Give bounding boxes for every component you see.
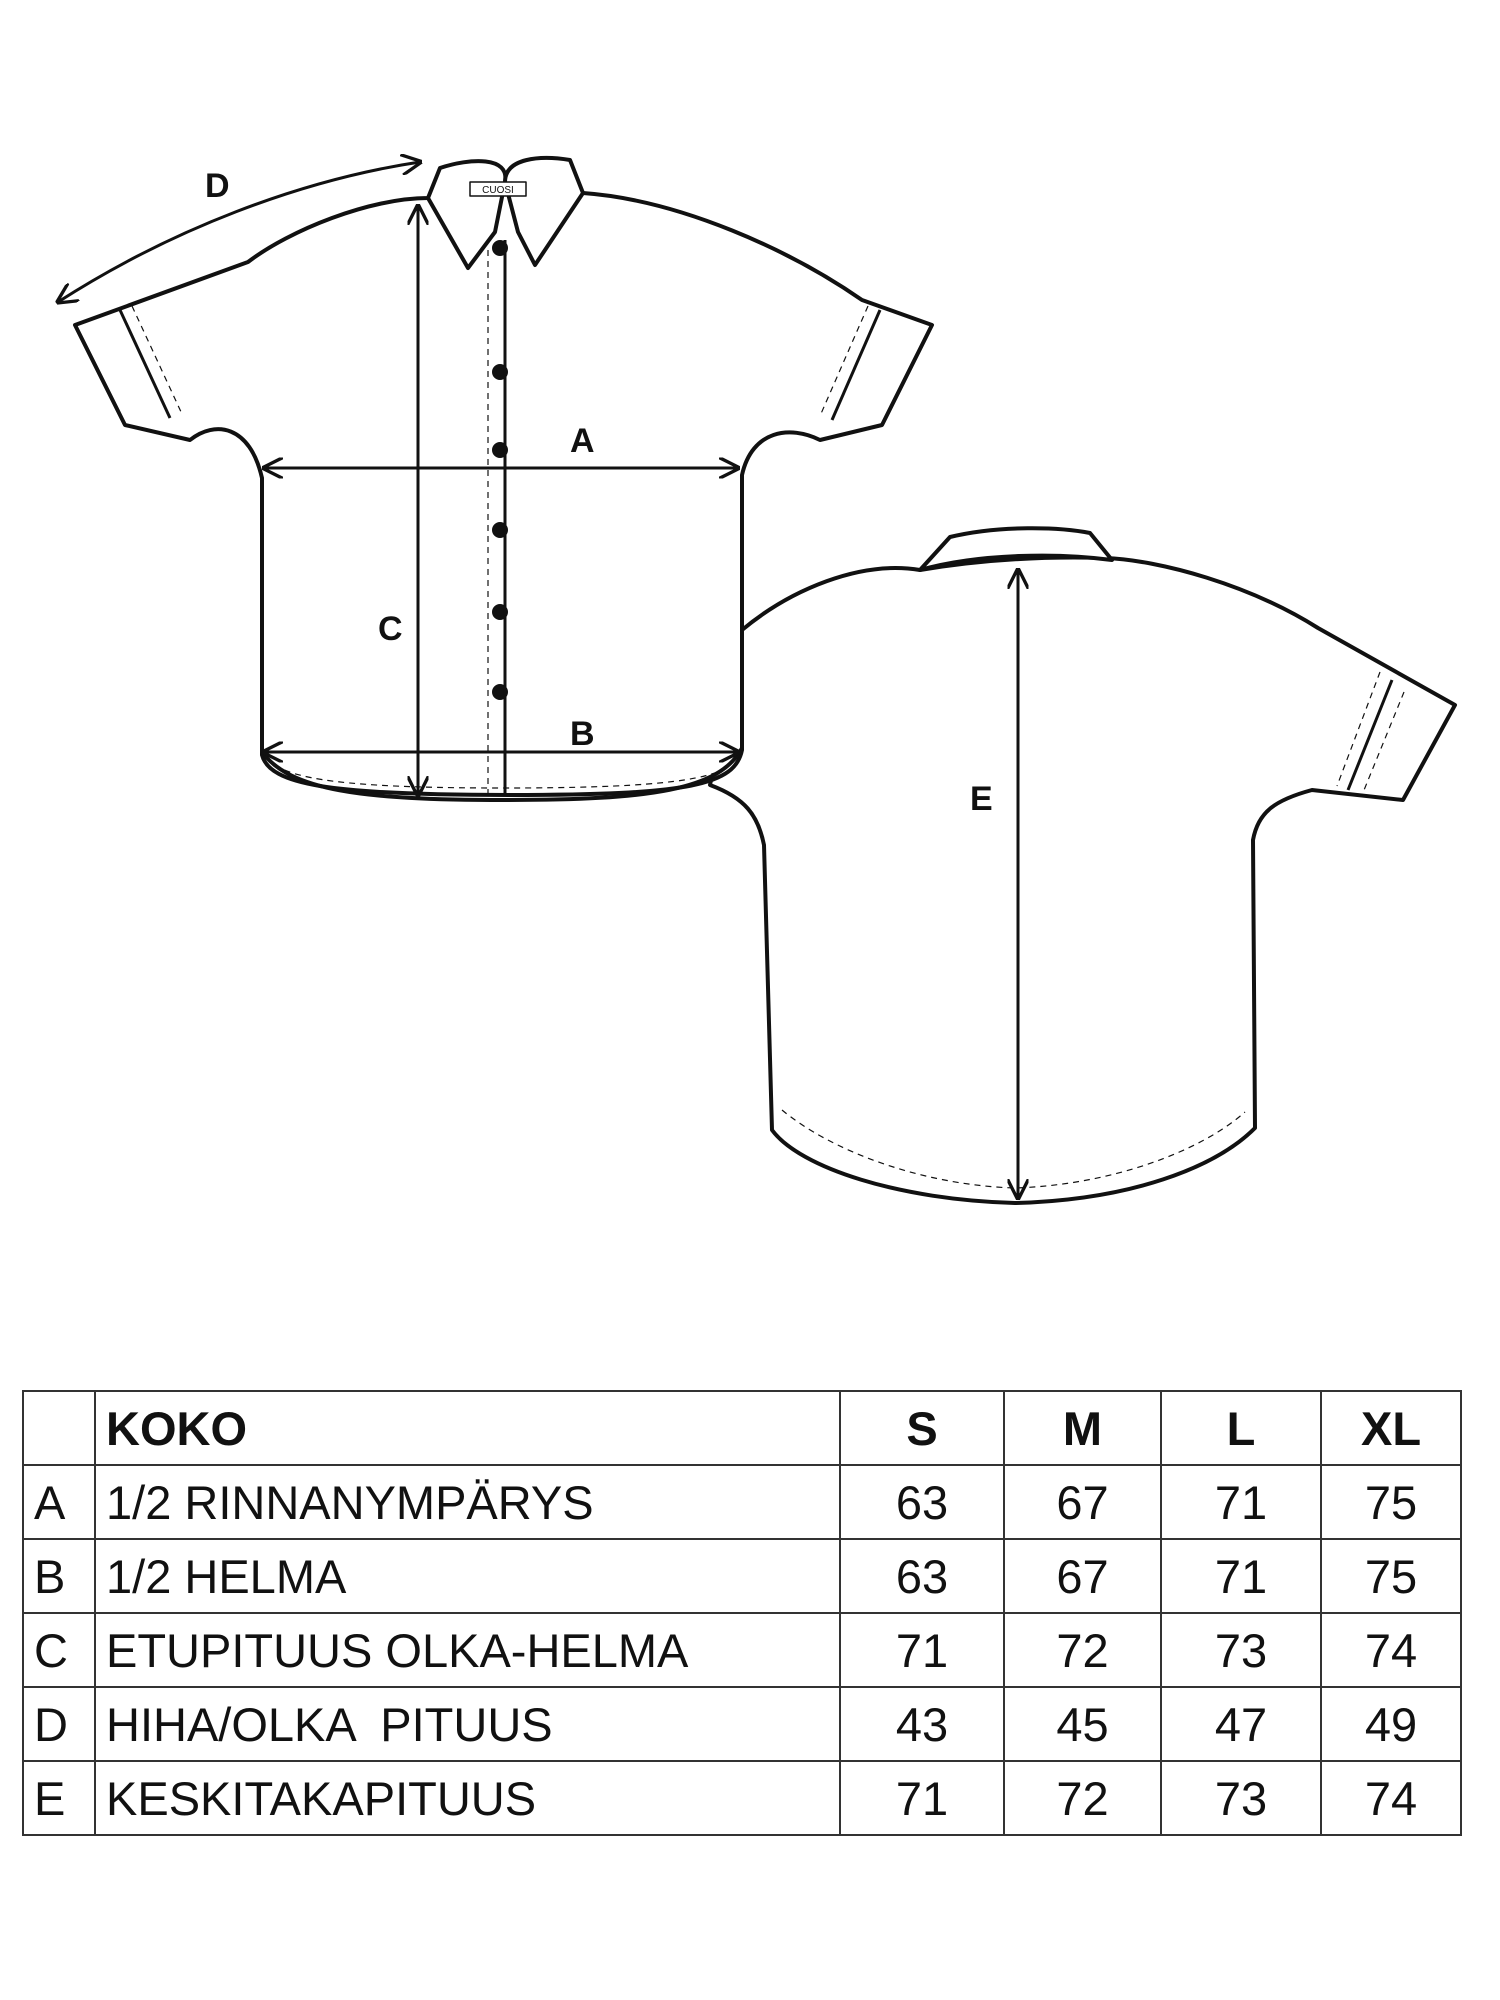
row-value-l: 73 — [1161, 1761, 1321, 1835]
table-row — [23, 1613, 1461, 1687]
row-value-l: 73 — [1161, 1613, 1321, 1687]
row-value-m: 67 — [1004, 1539, 1161, 1613]
row-value-xl: 74 — [1321, 1761, 1461, 1835]
front-button-3 — [494, 524, 506, 536]
front-button-1 — [494, 366, 506, 378]
header-size-s: S — [840, 1391, 1004, 1465]
measure-label-c: C — [378, 610, 403, 648]
row-value-l: 71 — [1161, 1465, 1321, 1539]
header-size-m: M — [1004, 1391, 1161, 1465]
row-value-m: 72 — [1004, 1761, 1161, 1835]
measure-label-d: D — [205, 167, 230, 205]
row-value-l: 71 — [1161, 1539, 1321, 1613]
header-code-cell — [23, 1391, 95, 1465]
table-header-row — [23, 1391, 1461, 1465]
table-row — [23, 1761, 1461, 1835]
collar-button — [494, 242, 506, 254]
row-value-s: 63 — [840, 1465, 1004, 1539]
row-code: C — [23, 1613, 95, 1687]
back-body-outline — [710, 558, 1455, 1204]
row-label: HIHA/OLKA PITUUS — [95, 1687, 840, 1761]
row-label: 1/2 RINNANYMPÄRYS — [95, 1465, 840, 1539]
measure-label-a: A — [570, 422, 595, 460]
row-value-s: 63 — [840, 1539, 1004, 1613]
row-value-m: 45 — [1004, 1687, 1161, 1761]
row-value-xl: 75 — [1321, 1539, 1461, 1613]
row-value-xl: 49 — [1321, 1687, 1461, 1761]
header-title: KOKO — [95, 1391, 840, 1465]
row-label: 1/2 HELMA — [95, 1539, 840, 1613]
row-value-m: 72 — [1004, 1613, 1161, 1687]
measure-label-b: B — [570, 715, 595, 753]
row-value-s: 71 — [840, 1761, 1004, 1835]
row-code: B — [23, 1539, 95, 1613]
row-code: D — [23, 1687, 95, 1761]
row-code: E — [23, 1761, 95, 1835]
row-value-s: 43 — [840, 1687, 1004, 1761]
row-label: KESKITAKAPITUUS — [95, 1761, 840, 1835]
header-size-l: L — [1161, 1391, 1321, 1465]
row-label: ETUPITUUS OLKA-HELMA — [95, 1613, 840, 1687]
front-button-2 — [494, 444, 506, 456]
front-button-5 — [494, 686, 506, 698]
table-row — [23, 1687, 1461, 1761]
row-value-xl: 75 — [1321, 1465, 1461, 1539]
table-row — [23, 1465, 1461, 1539]
measure-label-e: E — [970, 780, 993, 818]
brand-tag-label: CUOSI — [482, 185, 514, 196]
row-value-xl: 74 — [1321, 1613, 1461, 1687]
row-value-s: 71 — [840, 1613, 1004, 1687]
row-code: A — [23, 1465, 95, 1539]
header-size-xl: XL — [1321, 1391, 1461, 1465]
table-row — [23, 1539, 1461, 1613]
size-table — [22, 1390, 1462, 1836]
front-button-4 — [494, 606, 506, 618]
shirt-back-view — [710, 528, 1455, 1203]
row-value-m: 67 — [1004, 1465, 1161, 1539]
row-value-l: 47 — [1161, 1687, 1321, 1761]
